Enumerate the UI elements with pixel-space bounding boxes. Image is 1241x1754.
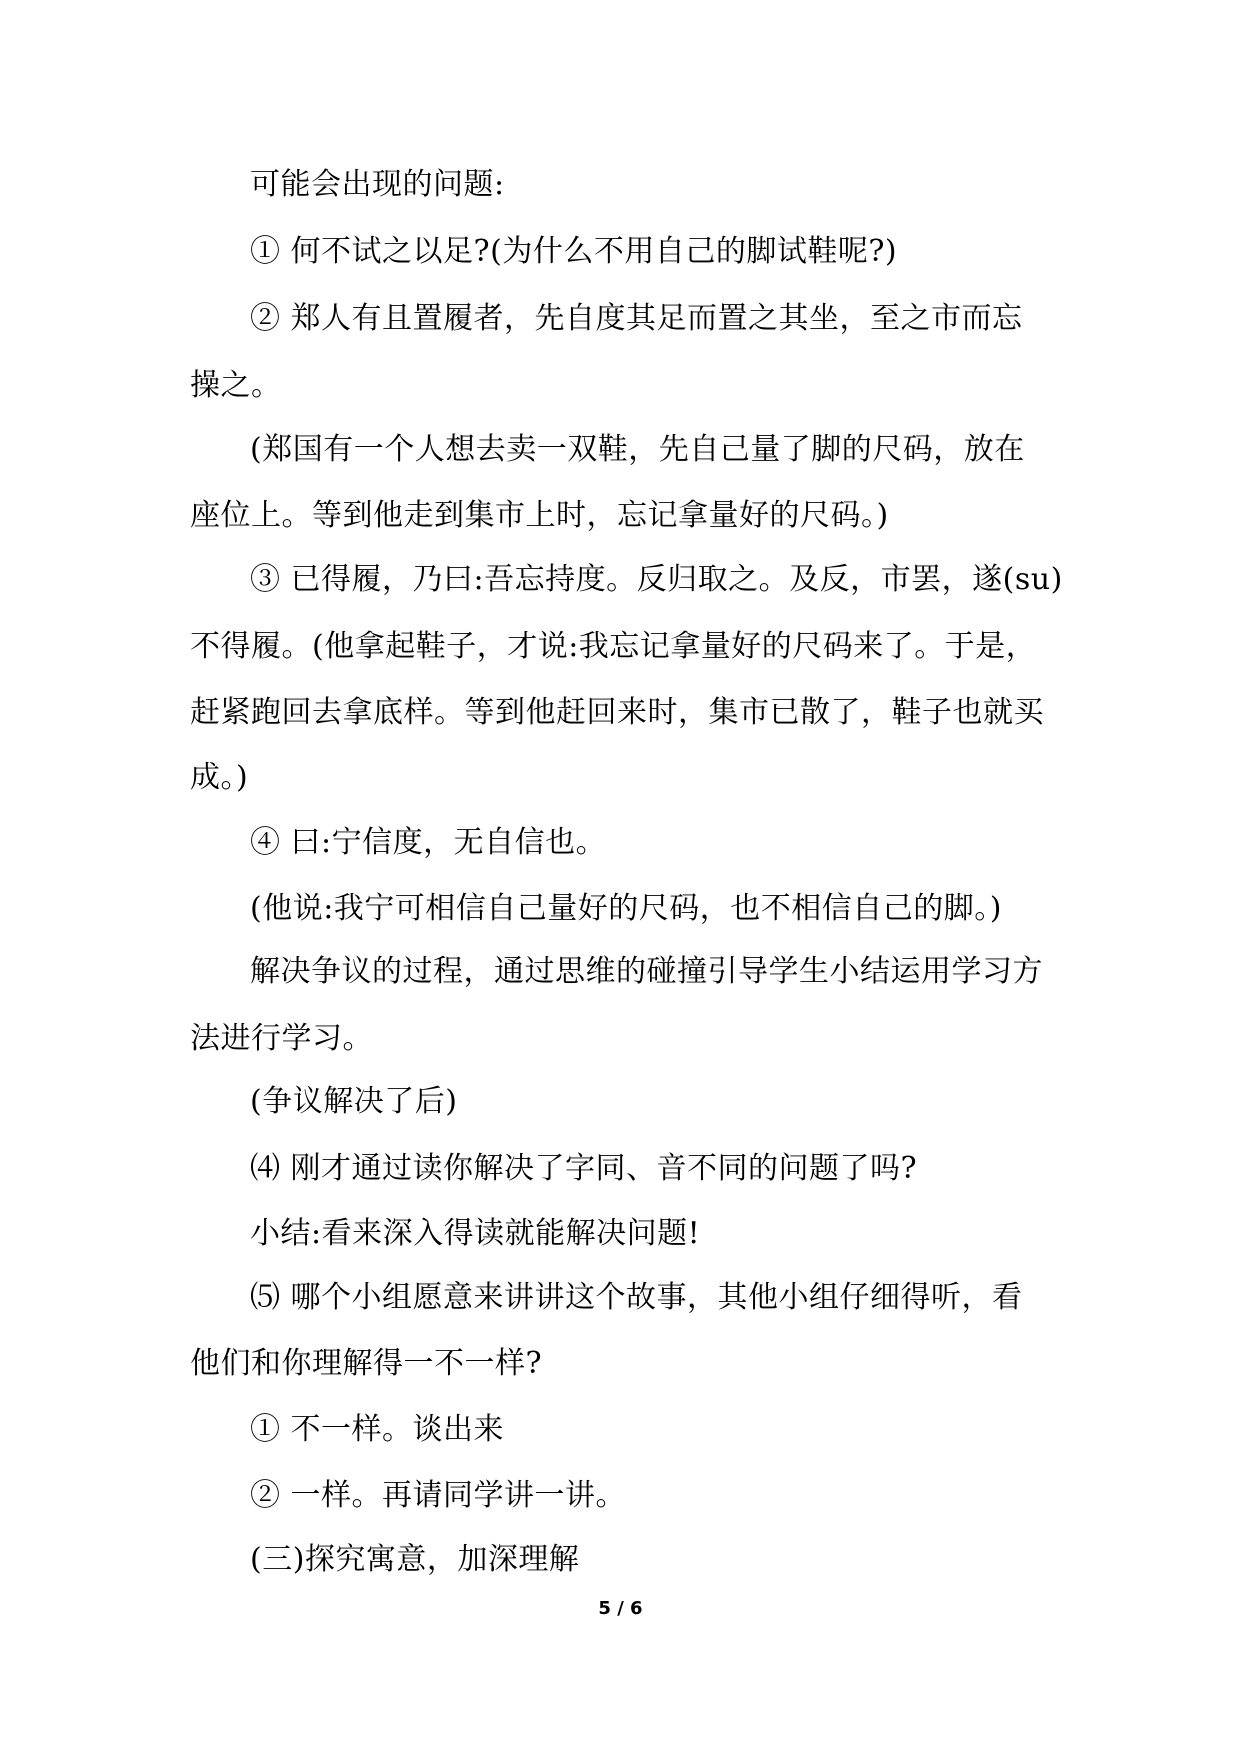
paragraph-line: (他说:我宁可相信自己量好的尺码，也不相信自己的脚。) bbox=[250, 891, 1003, 926]
paragraph-line: 解决争议的过程，通过思维的碰撞引导学生小结运用学习方 bbox=[250, 954, 1043, 989]
paragraph-line: ② 一样。再请同学讲一讲。 bbox=[250, 1478, 627, 1513]
paragraph-line: ④ 曰:宁信度，无自信也。 bbox=[250, 825, 607, 860]
paragraph-line: 小结:看来深入得读就能解决问题! bbox=[250, 1216, 701, 1251]
paragraph-line: ① 何不试之以足?(为什么不用自己的脚试鞋呢?) bbox=[250, 234, 898, 269]
paragraph-line: ⑷ 刚才通过读你解决了字同、音不同的问题了吗? bbox=[250, 1151, 918, 1186]
section-heading: (三)探究寓意，加深理解 bbox=[250, 1542, 580, 1577]
paragraph-line: ① 不一样。谈出来 bbox=[250, 1412, 505, 1447]
paragraph-line: 赶紧跑回去拿底样。等到他赶回来时，集市已散了，鞋子也就买 bbox=[190, 695, 1044, 730]
paragraph-line: 法进行学习。 bbox=[190, 1021, 373, 1056]
page-number: 5 / 6 bbox=[598, 1598, 643, 1619]
paragraph-line: ③ 已得履，乃曰:吾忘持度。反归取之。及反，市罢，遂(su) bbox=[250, 562, 1063, 597]
paragraph-line: 可能会出现的问题: bbox=[250, 167, 505, 202]
paragraph-line: (郑国有一个人想去卖一双鞋，先自己量了脚的尺码，放在 bbox=[250, 432, 1025, 467]
paragraph-line: 操之。 bbox=[190, 368, 282, 403]
paragraph-line: 他们和你理解得一不一样? bbox=[190, 1346, 543, 1381]
paragraph-line: (争议解决了后) bbox=[250, 1084, 458, 1119]
paragraph-line: 成。) bbox=[190, 760, 249, 795]
paragraph-line: ⑸ 哪个小组愿意来讲讲这个故事，其他小组仔细得听，看 bbox=[250, 1280, 1023, 1315]
paragraph-line: 座位上。等到他走到集市上时，忘记拿量好的尺码。) bbox=[190, 498, 889, 533]
paragraph-line: 不得履。(他拿起鞋子，才说:我忘记拿量好的尺码来了。于是， bbox=[190, 629, 1037, 664]
paragraph-line: ② 郑人有且置履者，先自度其足而置之其坐，至之市而忘 bbox=[250, 301, 1023, 336]
